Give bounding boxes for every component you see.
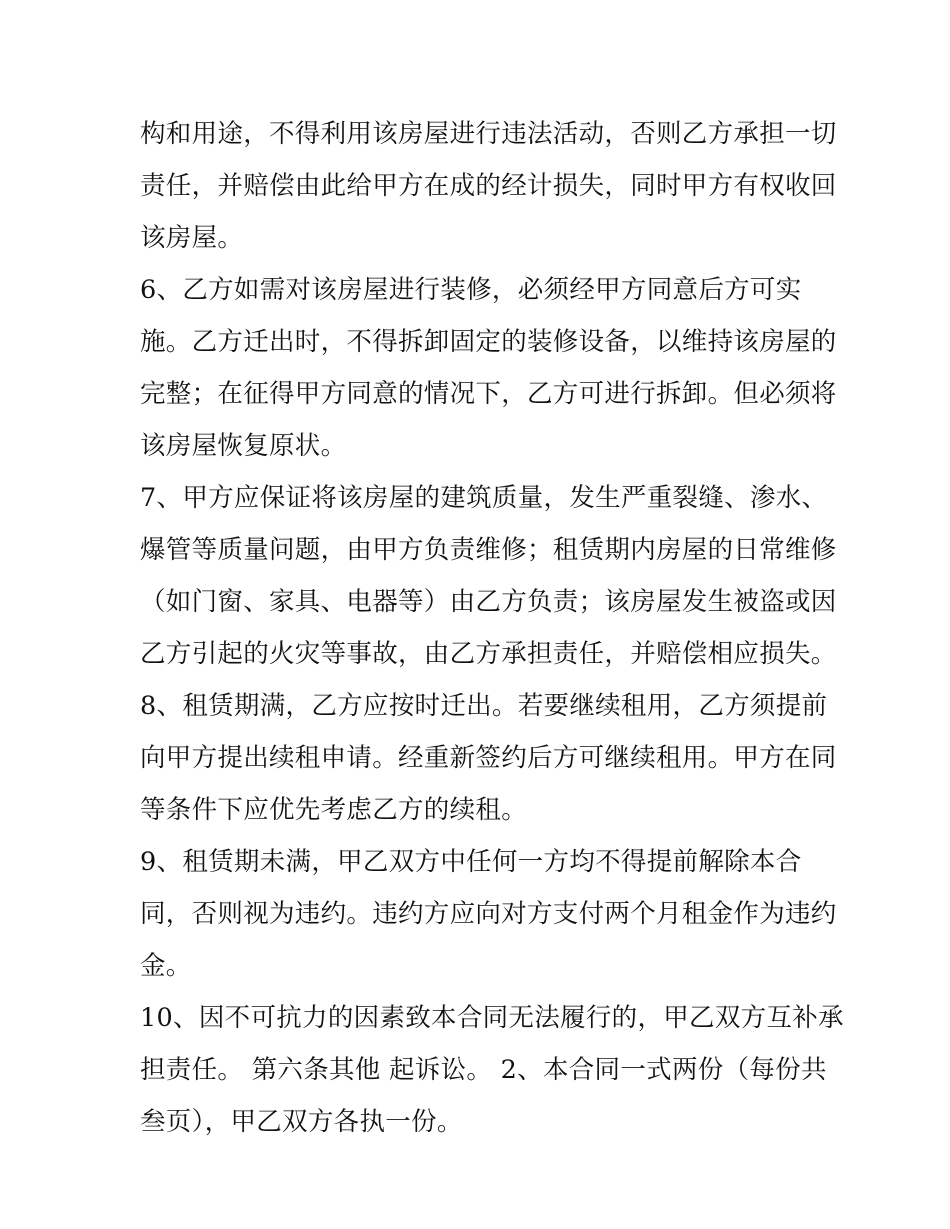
text-line: 叁页），甲乙双方各执一份。 [140,1107,463,1137]
text-line: 等条件下应优先考虑乙方的续租。 [140,795,528,825]
text-line: 施。乙方迁出时，不得拆卸固定的装修设备，以维持该房屋的 [140,327,837,357]
text-line: （如门窗、家具、电器等）由乙方负责；该房屋发生被盗或因 [140,587,837,617]
text-line: 10、因不可抗力的因素致本合同无法履行的，甲乙双方互补承 [140,1003,844,1033]
text-line: 乙方引起的火灾等事故，由乙方承担责任，并赔偿相应损失。 [140,639,837,669]
text-line: 该房屋。 [140,223,244,253]
text-line: 6、乙方如需对该房屋进行装修，必须经甲方同意后方可实 [140,275,802,305]
text-line: 责任，并赔偿由此给甲方在成的经计损失，同时甲方有权收回 [140,171,837,201]
text-line: 金。 [140,951,192,981]
text-line: 该房屋恢复原状。 [140,431,347,461]
text-line: 向甲方提出续租申请。经重新签约后方可继续租用。甲方在同 [140,743,837,773]
text-line: 8、租赁期满，乙方应按时迁出。若要继续租用，乙方须提前 [140,691,828,721]
text-line: 完整；在征得甲方同意的情况下，乙方可进行拆卸。但必须将 [140,379,837,409]
text-line: 担责任。 第六条其他 起诉讼。 2、本合同一式两份（每份共 [140,1055,827,1085]
text-line: 爆管等质量问题，由甲方负责维修；租赁期内房屋的日常维修 [140,535,837,565]
text-line: 9、租赁期未满，甲乙双方中任何一方均不得提前解除本合 [140,847,802,877]
text-line: 构和用途，不得利用该房屋进行违法活动，否则乙方承担一切 [140,119,837,149]
contract-text [140,108,844,1148]
text-line: 同，否则视为违约。违约方应向对方支付两个月租金作为违约 [140,899,837,929]
text-line: 7、甲方应保证将该房屋的建筑质量，发生严重裂缝、渗水、 [140,483,828,513]
